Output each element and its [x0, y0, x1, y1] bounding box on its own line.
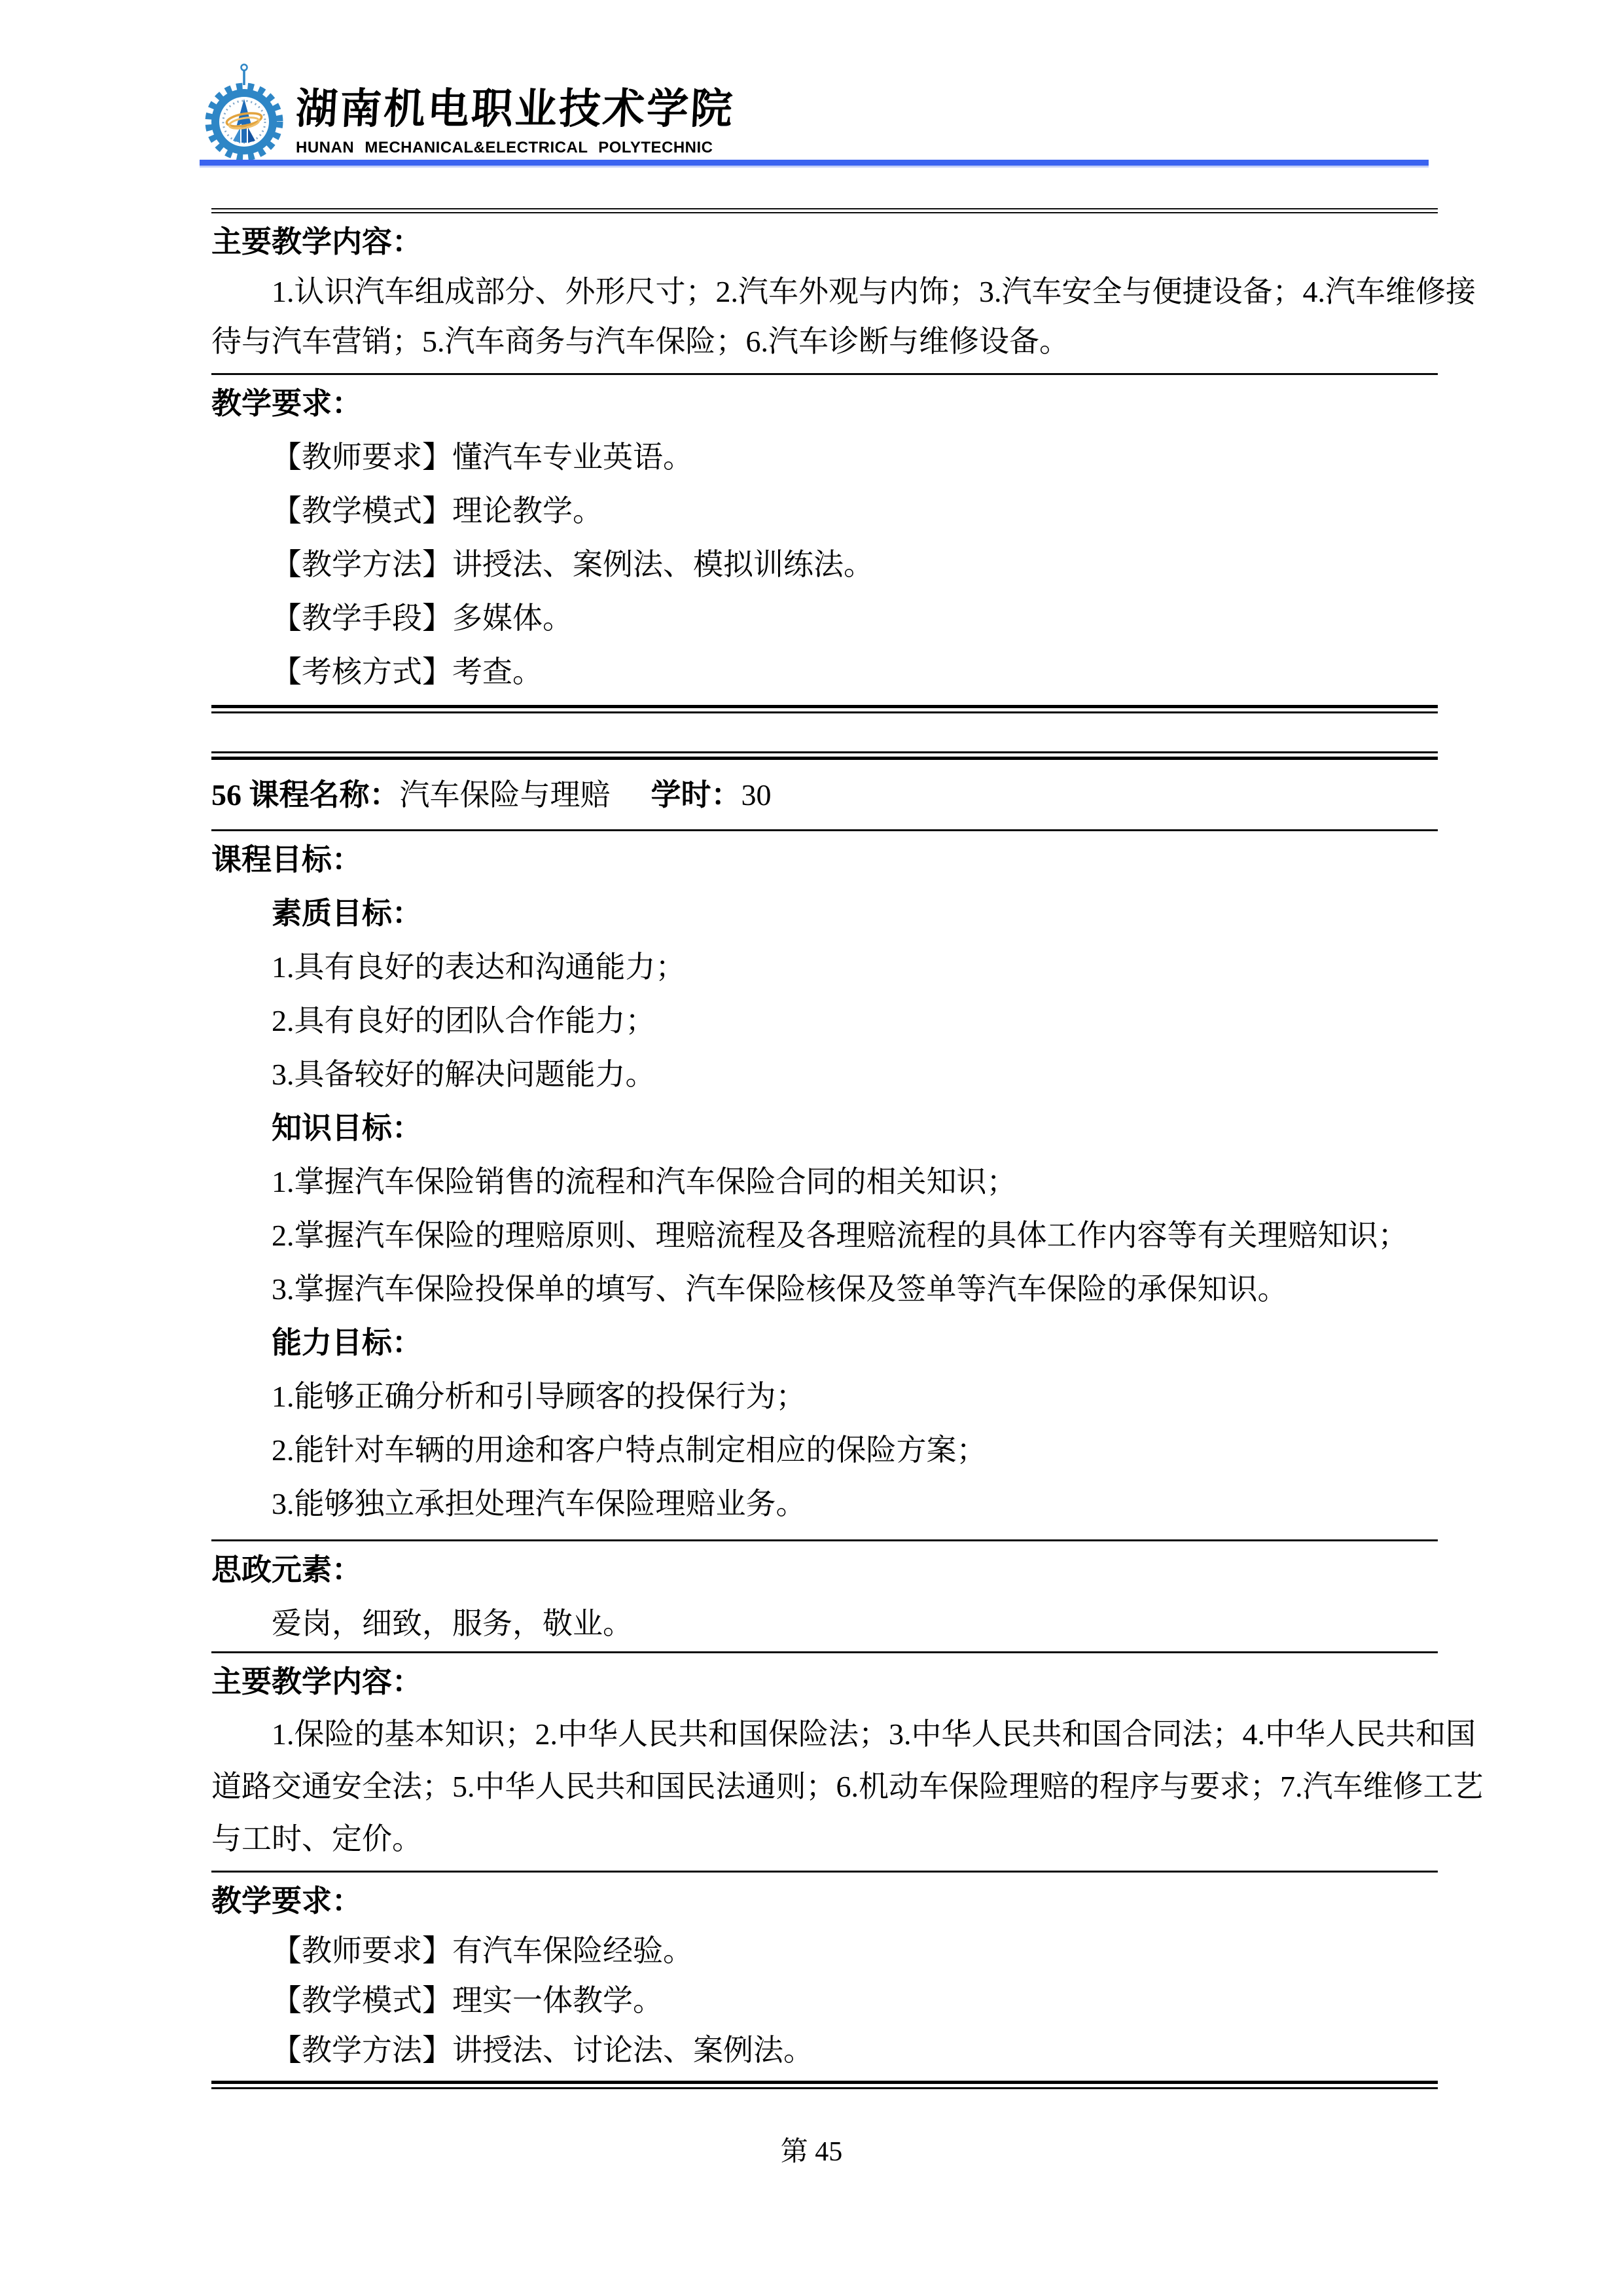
table-bottom-border — [211, 705, 1438, 713]
school-name-english: HUNAN MECHANICAL&ELECTRICAL POLYTECHNIC — [296, 139, 713, 156]
section-heading: 教学要求： — [211, 387, 362, 420]
subsection-heading: 知识目标： — [272, 1111, 422, 1145]
school-name-chinese: 湖南机电职业技术学院 — [294, 85, 736, 134]
objective-item: 1.掌握汽车保险销售的流程和汽车保险合同的相关知识； — [272, 1165, 1017, 1198]
content-text-line: 与工时、定价。 — [211, 1822, 422, 1856]
content-text-line: 1.认识汽车组成部分、外形尺寸；2.汽车外观与内饰；3.汽车安全与便捷设备；4.汽车维修接 — [272, 275, 1476, 308]
requirement-item: 【教学方法】讲授法、案例法、模拟训练法。 — [272, 548, 874, 581]
subsection-heading: 能力目标： — [272, 1326, 422, 1359]
table-top-border — [211, 751, 1438, 760]
requirement-item: 【教师要求】懂汽车专业英语。 — [272, 440, 693, 474]
section-heading: 教学要求： — [211, 1884, 362, 1918]
requirement-item: 【教学手段】多媒体。 — [272, 601, 573, 635]
course-requirements-section — [211, 1873, 1438, 2081]
objective-item: 2.能针对车辆的用途和客户特点制定相应的保险方案； — [272, 1433, 987, 1467]
section-heading: 主要教学内容： — [211, 1665, 422, 1698]
section-heading: 思政元素： — [211, 1553, 362, 1587]
course-hours-value: 30 — [741, 778, 772, 812]
prev-course-requirements-section — [211, 375, 1438, 705]
objective-item: 1.具有良好的表达和沟通能力； — [272, 950, 686, 984]
section-heading: 课程目标： — [211, 843, 362, 876]
school-emblem-icon — [203, 62, 285, 161]
subsection-heading: 素质目标： — [272, 897, 422, 930]
requirement-item: 【教学模式】理论教学。 — [272, 494, 603, 528]
section-heading: 主要教学内容： — [211, 225, 422, 259]
objective-item: 3.掌握汽车保险投保单的填写、汽车保险核保及签单等汽车保险的承保知识。 — [272, 1272, 1288, 1306]
course-number-label: 56 课程名称： — [211, 778, 400, 812]
ideology-text: 爱岗，细致，服务，敬业。 — [272, 1607, 633, 1640]
course-ideology-section — [211, 1541, 1438, 1651]
course-hours-label: 学时： — [651, 778, 741, 812]
objective-item: 3.能够独立承担处理汽车保险理赔业务。 — [272, 1487, 806, 1520]
school-logo-icon — [203, 62, 285, 161]
content-text-line: 待与汽车营销；5.汽车商务与汽车保险；6.汽车诊断与维修设备。 — [211, 325, 1069, 358]
objective-item: 2.掌握汽车保险的理赔原则、理赔流程及各理赔流程的具体工作内容等有关理赔知识； — [272, 1219, 1408, 1252]
course-content-section — [211, 1653, 1484, 1871]
requirement-item: 【教师要求】有汽车保险经验。 — [272, 1934, 693, 1967]
table-bottom-border — [211, 2081, 1438, 2089]
prev-course-content-section — [211, 213, 1476, 373]
objective-item: 1.能够正确分析和引导顾客的投保行为； — [272, 1380, 806, 1413]
document-body — [211, 208, 1484, 2089]
table-top-border — [211, 208, 1438, 213]
requirement-item: 【教学模式】理实一体教学。 — [272, 1984, 663, 2017]
course-objectives-section — [211, 831, 1438, 1539]
content-text-line: 1.保险的基本知识；2.中华人民共和国保险法；3.中华人民共和国合同法；4.中华人民共和国 — [272, 1717, 1476, 1751]
requirement-item: 【考核方式】考查。 — [272, 655, 543, 689]
header-accent-bar — [200, 160, 1429, 168]
course-name: 汽车保险与理赔 — [399, 778, 611, 812]
objective-item: 2.具有良好的团队合作能力； — [272, 1004, 656, 1037]
requirement-item: 【教学方法】讲授法、讨论法、案例法。 — [272, 2034, 813, 2067]
table-gap — [211, 713, 1438, 751]
content-text-line: 道路交通安全法；5.中华人民共和国民法通则；6.机动车保险理赔的程序与要求；7.汽车维修工艺 — [211, 1770, 1484, 1803]
objective-item: 3.具备较好的解决问题能力。 — [272, 1058, 656, 1091]
page-number: 第 45 — [780, 2137, 843, 2167]
course-title-row — [211, 760, 1438, 829]
